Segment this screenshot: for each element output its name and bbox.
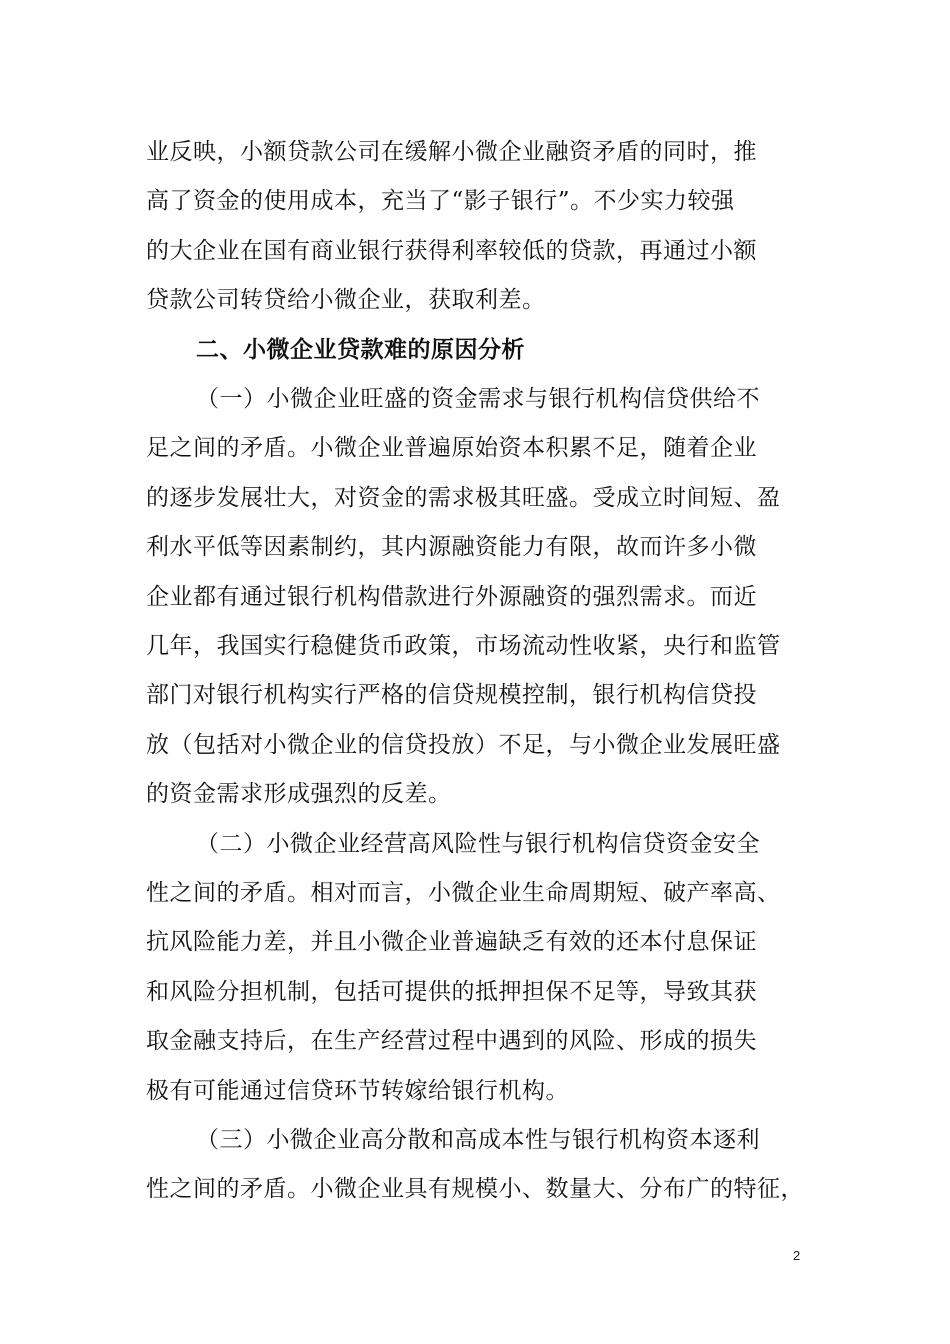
text-line: 性之间的矛盾。相对而言，小微企业生命周期短、破产率高、 (146, 880, 781, 906)
text-line: 企业都有通过银行机构借款进行外源融资的强烈需求。而近 (146, 583, 757, 610)
text-line: 抗风险能力差，并且小微企业普遍缺乏有效的还本付息保证 (146, 929, 757, 956)
text-line: 几年，我国实行稳健货币政策，市场流动性收紧，央行和监管 (146, 633, 781, 659)
text-line: 性之间的矛盾。小微企业具有规模小、数量大、分布广的特征， (146, 1176, 804, 1203)
text-line: 的资金需求形成强烈的反差。 (146, 781, 452, 808)
text-line: （一）小微企业旺盛的资金需求与银行机构信贷供给不 (196, 386, 760, 412)
text-line: 取金融支持后，在生产经营过程中遇到的风险、形成的损失 (146, 1028, 757, 1055)
section-heading: 二、小微企业贷款难的原因分析 (196, 336, 525, 363)
page-number: 2 (793, 1248, 801, 1263)
text-line: 的大企业在国有商业银行获得利率较低的贷款，再通过小额 (146, 237, 757, 264)
text-line: 放（包括对小微企业的信贷投放）不足，与小微企业发展旺盛 (146, 731, 781, 758)
text-line: 利水平低等因素制约，其内源融资能力有限，故而许多小微 (146, 534, 757, 561)
text-line: （三）小微企业高分散和高成本性与银行机构资本逐利 (196, 1127, 760, 1153)
text-line: 和风险分担机制，包括可提供的抵押担保不足等，导致其获 (146, 978, 757, 1005)
text-line: 足之间的矛盾。小微企业普遍原始资本积累不足，随着企业 (146, 435, 757, 462)
text-line: 极有可能通过信贷环节转嫁给银行机构。 (146, 1077, 569, 1104)
text-line: 的逐步发展壮大，对资金的需求极其旺盛。受成立时间短、盈 (146, 484, 781, 511)
text-line: 部门对银行机构实行严格的信贷规模控制，银行机构信贷投 (146, 682, 757, 709)
text-line: 业反映，小额贷款公司在缓解小微企业融资矛盾的同时，推 (146, 139, 757, 165)
text-line: 贷款公司转贷给小微企业，获取利差。 (146, 287, 546, 314)
text-line: 高了资金的使用成本，充当了“影子银行”。不少实力较强 (146, 188, 735, 215)
text-line: （二）小微企业经营高风险性与银行机构信贷资金安全 (196, 830, 760, 857)
